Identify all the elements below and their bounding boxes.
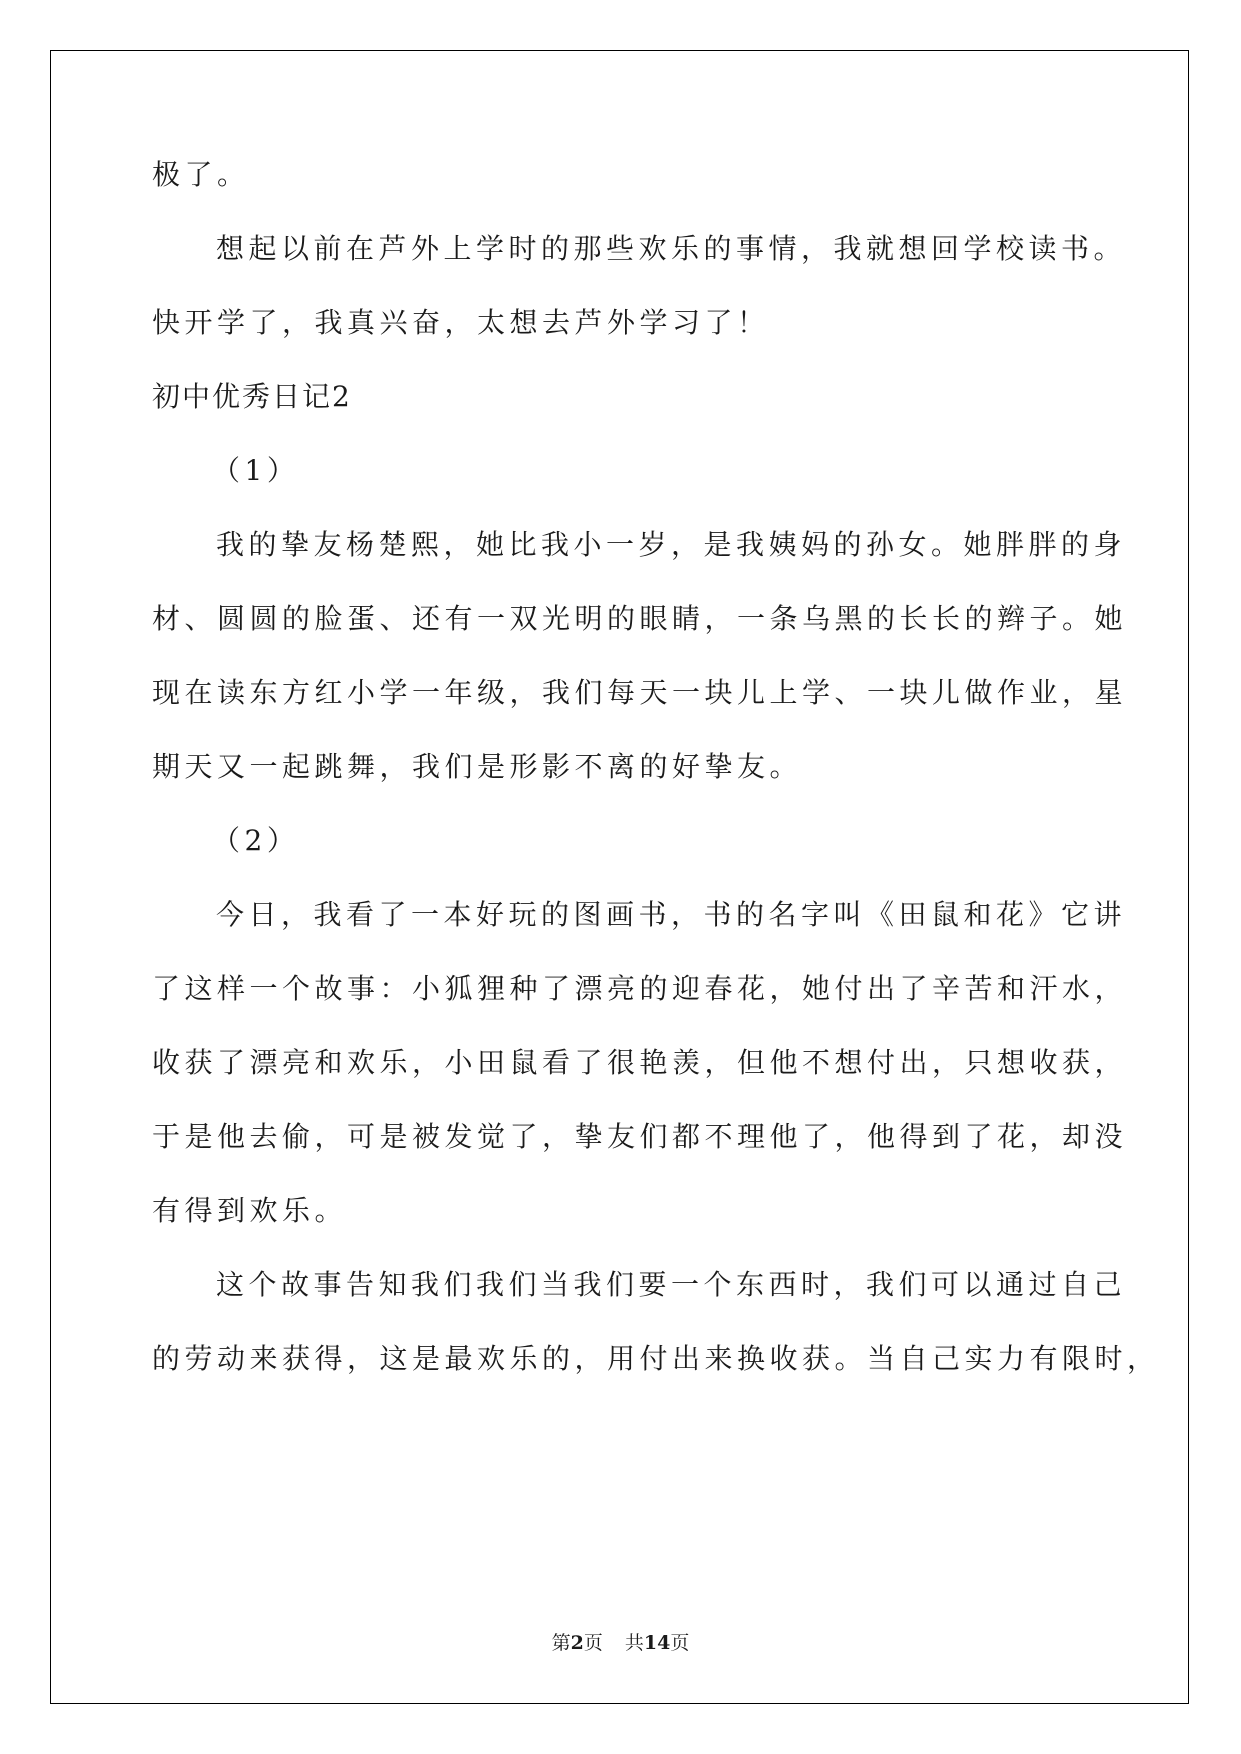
page-prefix: 第: [551, 1632, 571, 1654]
page-suffix: 页: [583, 1632, 603, 1654]
text-line-9: 期天又一起跳舞，我们是形影不离的好挚友。: [152, 750, 803, 783]
text-line-17: 的劳动来获得，这是最欢乐的，用付出来换收获。当自己实力有限时，: [152, 1342, 1160, 1375]
text-line-2: 想起以前在芦外上学时的那些欢乐的事情，我就想回学校读书。: [216, 232, 1127, 265]
section-marker-1: （1）: [212, 454, 300, 487]
page-border: [50, 50, 1189, 1704]
page-number: 2: [570, 1632, 584, 1654]
text-line-14: 于是他去偷，可是被发觉了，挚友们都不理他了，他得到了花，却没: [152, 1120, 1128, 1153]
text-line-15: 有得到欢乐。: [152, 1194, 348, 1227]
text-line-13: 收获了漂亮和欢乐，小田鼠看了很艳羡，但他不想付出，只想收获，: [152, 1046, 1128, 1079]
total-pages: 14: [643, 1632, 671, 1654]
total-suffix: 页: [670, 1632, 690, 1654]
text-line-8: 现在读东方红小学一年级，我们每天一块儿上学、一块儿做作业，星: [152, 676, 1128, 709]
text-line-1: 极了。: [152, 158, 250, 191]
text-line-16: 这个故事告知我们我们当我们要一个东西时，我们可以通过自己: [216, 1268, 1127, 1301]
text-line-11: 今日，我看了一本好玩的图画书，书的名字叫《田鼠和花》它讲: [216, 898, 1127, 931]
page-footer: [0, 1631, 1241, 1655]
total-prefix: 共: [624, 1632, 644, 1654]
text-line-6: 我的挚友杨楚熙，她比我小一岁，是我姨妈的孙女。她胖胖的身: [216, 528, 1127, 561]
text-line-7: 材、圆圆的脸蛋、还有一双光明的眼睛，一条乌黑的长长的辫子。她: [152, 602, 1128, 635]
section-marker-2: （2）: [212, 824, 300, 857]
text-line-12: 了这样一个故事：小狐狸种了漂亮的迎春花，她付出了辛苦和汗水，: [152, 972, 1128, 1005]
section-heading: 初中优秀日记2: [152, 380, 352, 413]
text-line-3: 快开学了，我真兴奋，太想去芦外学习了！: [152, 306, 770, 339]
